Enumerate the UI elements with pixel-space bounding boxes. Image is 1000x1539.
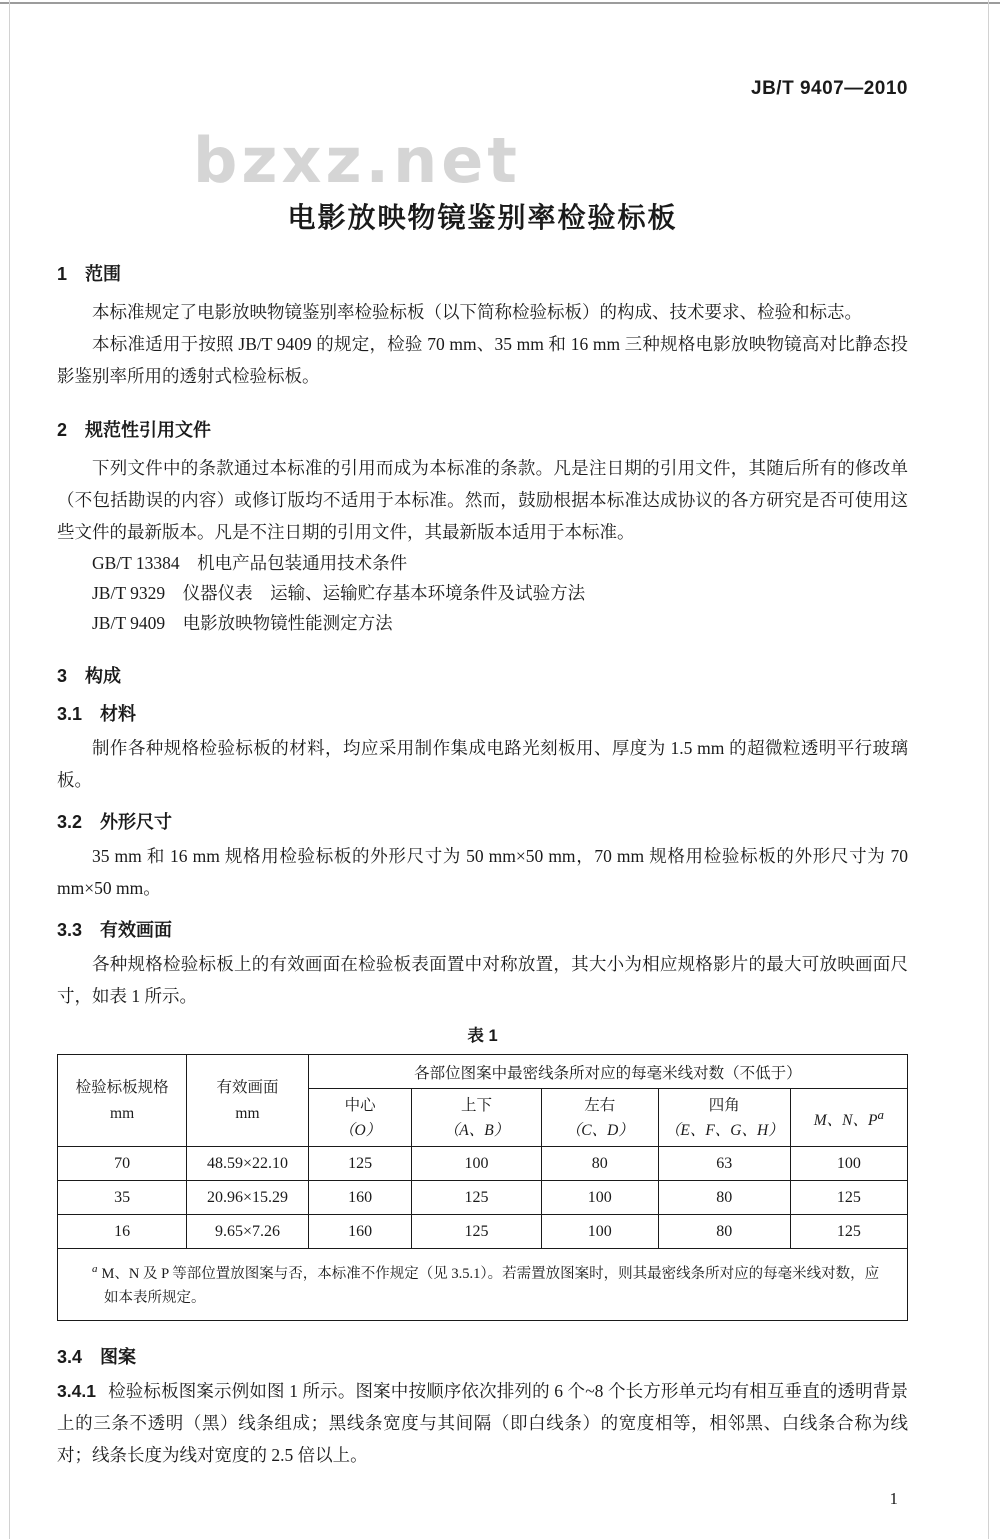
- col-header-mnp-superscript: a: [877, 1106, 884, 1122]
- cell-corners: 63: [658, 1147, 790, 1181]
- col-header-topbottom: [412, 1089, 541, 1147]
- col-header-group: 各部位图案中最密线条所对应的每毫米线对数（不低于）: [308, 1055, 907, 1089]
- table-row-70mm: [58, 1147, 908, 1181]
- cell-frame: 9.65×7.26: [187, 1215, 309, 1249]
- col-header-leftright-line1: 左右: [584, 1096, 616, 1114]
- footnote-marker: a: [92, 1263, 98, 1275]
- cell-topbottom: 125: [412, 1215, 541, 1249]
- section-1-heading: 1 范围: [57, 264, 122, 284]
- col-header-center-line1: 中心: [344, 1096, 376, 1114]
- reference-item-jbt9409: JB/T 9409 电影放映物镜性能测定方法: [92, 613, 393, 633]
- clause-3-4-1-text: 检验标板图案示例如图 1 所示。图案中按顺序依次排列的 6 个~8 个长方形单元均有相互垂直的透明背景上的三条不透明（黑）线条组成；黑线条宽度与其间隔（即白线条）的宽度相等，相邻黑、白线条合称为线对；线条长度为线对宽度的 2.5 倍以上。: [57, 1380, 908, 1465]
- cell-frame: 48.59×22.10: [187, 1147, 309, 1181]
- section-3-2-paragraph: 35 mm 和 16 mm 规格用检验标板的外形尺寸为 50 mm×50 mm，70 mm 规格用检验标板的外形尺寸为 70 mm×50 mm。: [57, 846, 908, 898]
- scan-edge-right: [988, 0, 989, 1539]
- col-header-corners-line1: 四角: [708, 1096, 740, 1114]
- section-3-3-paragraph: 各种规格检验标板上的有效画面在检验板表面置中对称放置，其大小为相应规格影片的最大可放映画面尺寸，如表 1 所示。: [57, 954, 908, 1006]
- col-header-corners: [658, 1089, 790, 1147]
- footnote-text: M、N 及 P 等部位置放图案与否，本标准不作规定（见 3.5.1）。若需置放图案时，则其最密线条所对应的每毫米线对数，应如本表所规定。: [101, 1265, 880, 1306]
- doc-number: JB/T 9407—2010: [751, 78, 908, 99]
- scan-edge-top: [0, 2, 1000, 4]
- col-header-corners-line2: （E、F、G、H）: [664, 1121, 784, 1139]
- section-3-1-heading: 3.1 材料: [57, 704, 137, 724]
- table-1: [57, 1054, 908, 1321]
- col-header-frame-line1: 有效画面: [216, 1078, 279, 1096]
- cell-center: 160: [308, 1215, 412, 1249]
- col-header-topbottom-line2: （A、B）: [443, 1121, 510, 1139]
- section-1-paragraph-2: 本标准适用于按照 JB/T 9409 的规定，检验 70 mm、35 mm 和 16 mm 三种规格电影放映物镜高对比静态投影鉴别率所用的透射式检验标板。: [57, 334, 908, 386]
- cell-leftright: 100: [541, 1181, 658, 1215]
- reference-item-jbt9329: JB/T 9329 仪器仪表 运输、运输贮存基本环境条件及试验方法: [92, 583, 586, 603]
- section-3-heading: 3 构成: [57, 666, 122, 686]
- clause-3-4-1-number: 3.4.1: [57, 1380, 96, 1401]
- cell-spec: 16: [58, 1215, 187, 1249]
- col-header-center: [308, 1089, 412, 1147]
- cell-corners: 80: [658, 1215, 790, 1249]
- col-header-topbottom-line1: 上下: [461, 1096, 493, 1114]
- table-1-caption: 表 1: [467, 1027, 498, 1045]
- section-3-3-heading: 3.3 有效画面: [57, 920, 173, 940]
- cell-topbottom: 100: [412, 1147, 541, 1181]
- section-1-paragraph-1: 本标准规定了电影放映物镜鉴别率检验标板（以下简称检验标板）的构成、技术要求、检验和标志。: [92, 302, 862, 322]
- col-header-mnp: [790, 1089, 907, 1147]
- col-header-frame-line2: mm: [235, 1104, 260, 1122]
- cell-topbottom: 125: [412, 1181, 541, 1215]
- cell-center: 125: [308, 1147, 412, 1181]
- col-header-spec-line2: mm: [110, 1104, 135, 1122]
- cell-spec: 70: [58, 1147, 187, 1181]
- table-footnote-row: [58, 1249, 908, 1321]
- page-number: 1: [889, 1488, 898, 1508]
- col-header-center-line2: （O）: [338, 1121, 382, 1139]
- cell-leftright: 100: [541, 1215, 658, 1249]
- table-row-35mm: [58, 1181, 908, 1215]
- col-header-mnp-label: M、N、P: [813, 1112, 878, 1130]
- cell-corners: 80: [658, 1181, 790, 1215]
- cell-mnp: 125: [790, 1215, 907, 1249]
- table-footnote: [58, 1249, 908, 1321]
- scan-edge-left: [9, 0, 10, 1539]
- col-header-leftright-line2: （C、D）: [565, 1121, 634, 1139]
- table-header-group-row: [58, 1055, 908, 1089]
- section-3-2-heading: 3.2 外形尺寸: [57, 812, 173, 832]
- col-header-spec: [58, 1055, 187, 1147]
- cell-center: 160: [308, 1181, 412, 1215]
- section-2-heading: 2 规范性引用文件: [57, 420, 212, 440]
- cell-spec: 35: [58, 1181, 187, 1215]
- reference-item-gbt13384: GB/T 13384 机电产品包装通用技术条件: [92, 553, 408, 573]
- col-header-frame: [187, 1055, 309, 1147]
- section-3-4-1-paragraph: [57, 1375, 908, 1471]
- section-3-4-heading: 3.4 图案: [57, 1346, 137, 1367]
- cell-mnp: 100: [790, 1147, 907, 1181]
- cell-frame: 20.96×15.29: [187, 1181, 309, 1215]
- col-header-spec-line1: 检验标板规格: [75, 1078, 169, 1096]
- cell-mnp: 125: [790, 1181, 907, 1215]
- document-title: 电影放映物镜鉴别率检验标板: [287, 202, 678, 233]
- section-3-1-paragraph: 制作各种规格检验标板的材料，均应采用制作集成电路光刻板用、厚度为 1.5 mm 的超微粒透明平行玻璃板。: [57, 738, 908, 790]
- watermark: bzxz.net: [193, 124, 521, 197]
- section-2-paragraph-1: 下列文件中的条款通过本标准的引用而成为本标准的条款。凡是注日期的引用文件，其随后所有的修改单（不包括勘误的内容）或修订版均不适用于本标准。然而，鼓励根据本标准达成协议的各方研究是否可使用这些文件的最新版本。凡是不注日期的引用文件，其最新版本适用于本标准。: [57, 458, 908, 542]
- table-row-16mm: [58, 1215, 908, 1249]
- cell-leftright: 80: [541, 1147, 658, 1181]
- col-header-leftright: [541, 1089, 658, 1147]
